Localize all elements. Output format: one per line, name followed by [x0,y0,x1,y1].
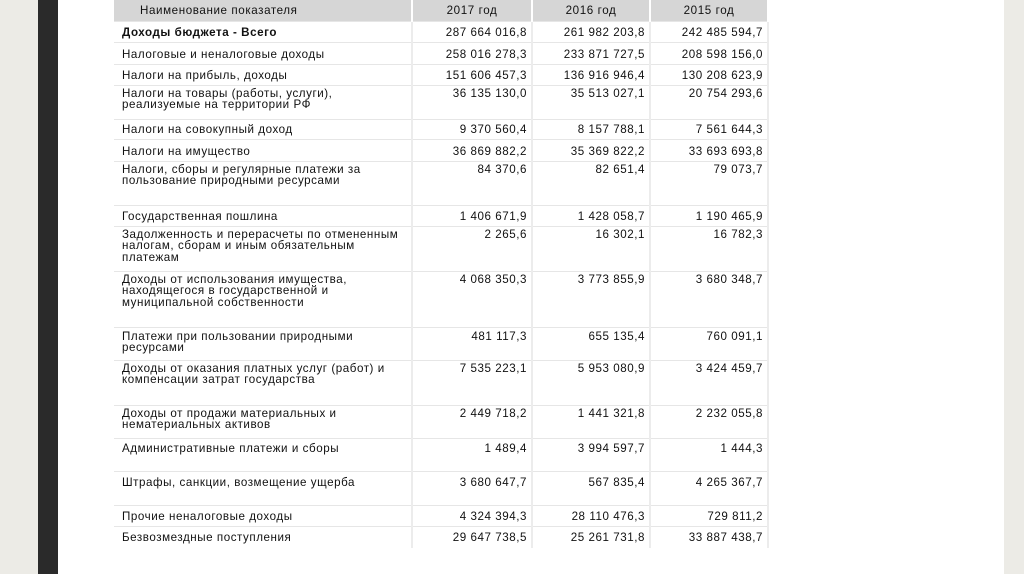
row-value-2016: 16 302,1 [532,227,650,272]
row-value-2015: 242 485 594,7 [650,22,768,43]
table-row [114,328,768,361]
table-row [114,227,768,272]
row-value-2016: 35 513 027,1 [532,86,650,120]
row-value-2017: 1 489,4 [412,439,532,472]
row-value-2017: 481 117,3 [412,328,532,361]
row-indicator-name: Доходы от оказания платных услуг (работ) и компенсации затрат государства [114,361,412,406]
header-indicator-name: Наименование показателя [114,0,412,22]
row-value-2015: 3 424 459,7 [650,361,768,406]
row-indicator-name: Прочие неналоговые доходы [114,506,412,527]
row-value-2015: 208 598 156,0 [650,43,768,65]
row-indicator-name: Штрафы, санкции, возмещение ущерба [114,472,412,506]
table-row [114,86,768,120]
table-row [114,506,768,527]
row-value-2015: 33 887 438,7 [650,527,768,548]
row-value-2017: 7 535 223,1 [412,361,532,406]
row-value-2015: 1 190 465,9 [650,206,768,227]
row-value-2016: 3 994 597,7 [532,439,650,472]
row-indicator-name: Налоги, сборы и регулярные платежи за пользование природными ресурсами [114,162,412,206]
row-value-2016: 3 773 855,9 [532,272,650,328]
row-value-2016: 233 871 727,5 [532,43,650,65]
row-indicator-name: Государственная пошлина [114,206,412,227]
table-row [114,22,768,43]
row-indicator-name: Налоговые и неналоговые доходы [114,43,412,65]
row-value-2017: 9 370 560,4 [412,120,532,140]
row-value-2015: 729 811,2 [650,506,768,527]
row-indicator-name: Налоги на товары (работы, услуги), реализуемые на территории РФ [114,86,412,120]
table-row [114,439,768,472]
row-value-2016: 1 428 058,7 [532,206,650,227]
row-indicator-name: Задолженность и перерасчеты по отмененным налогам, сборам и иным обязательным платежам [114,227,412,272]
table-row [114,43,768,65]
row-value-2016: 8 157 788,1 [532,120,650,140]
header-2016: 2016 год [532,0,650,22]
table-row [114,206,768,227]
row-value-2016: 35 369 822,2 [532,140,650,162]
row-value-2016: 1 441 321,8 [532,406,650,439]
row-value-2017: 3 680 647,7 [412,472,532,506]
table-header-row [114,0,768,22]
left-border-bar [38,0,58,574]
row-value-2015: 16 782,3 [650,227,768,272]
table-row [114,162,768,206]
row-value-2016: 655 135,4 [532,328,650,361]
row-value-2017: 36 869 882,2 [412,140,532,162]
table-row [114,527,768,548]
row-indicator-name: Доходы от продажи материальных и нематериальных активов [114,406,412,439]
row-value-2015: 79 073,7 [650,162,768,206]
budget-revenue-table [114,0,769,548]
row-value-2015: 3 680 348,7 [650,272,768,328]
row-indicator-name: Доходы бюджета - Всего [114,22,412,43]
row-value-2017: 84 370,6 [412,162,532,206]
row-value-2016: 567 835,4 [532,472,650,506]
row-indicator-name: Безвозмездные поступления [114,527,412,548]
row-indicator-name: Налоги на имущество [114,140,412,162]
row-value-2017: 151 606 457,3 [412,65,532,86]
row-indicator-name: Платежи при пользовании природными ресурсами [114,328,412,361]
header-2015: 2015 год [650,0,768,22]
row-value-2017: 4 324 394,3 [412,506,532,527]
row-value-2016: 5 953 080,9 [532,361,650,406]
row-value-2017: 287 664 016,8 [412,22,532,43]
table-row [114,140,768,162]
row-value-2015: 4 265 367,7 [650,472,768,506]
row-value-2017: 29 647 738,5 [412,527,532,548]
table-row [114,361,768,406]
row-value-2015: 2 232 055,8 [650,406,768,439]
row-value-2016: 25 261 731,8 [532,527,650,548]
row-value-2016: 136 916 946,4 [532,65,650,86]
table-row [114,65,768,86]
row-indicator-name: Налоги на совокупный доход [114,120,412,140]
row-value-2017: 2 449 718,2 [412,406,532,439]
row-value-2016: 82 651,4 [532,162,650,206]
table-row [114,120,768,140]
row-value-2015: 33 693 693,8 [650,140,768,162]
row-value-2017: 2 265,6 [412,227,532,272]
row-value-2017: 36 135 130,0 [412,86,532,120]
row-value-2015: 760 091,1 [650,328,768,361]
table-row [114,472,768,506]
row-value-2015: 1 444,3 [650,439,768,472]
row-value-2015: 130 208 623,9 [650,65,768,86]
table-row [114,272,768,328]
row-value-2015: 20 754 293,6 [650,86,768,120]
row-value-2017: 4 068 350,3 [412,272,532,328]
row-indicator-name: Административные платежи и сборы [114,439,412,472]
row-value-2017: 1 406 671,9 [412,206,532,227]
row-value-2017: 258 016 278,3 [412,43,532,65]
header-2017: 2017 год [412,0,532,22]
table-row [114,406,768,439]
row-indicator-name: Доходы от использования имущества, находящегося в государственной и муниципальной собственности [114,272,412,328]
row-value-2016: 261 982 203,8 [532,22,650,43]
row-indicator-name: Налоги на прибыль, доходы [114,65,412,86]
row-value-2015: 7 561 644,3 [650,120,768,140]
row-value-2016: 28 110 476,3 [532,506,650,527]
